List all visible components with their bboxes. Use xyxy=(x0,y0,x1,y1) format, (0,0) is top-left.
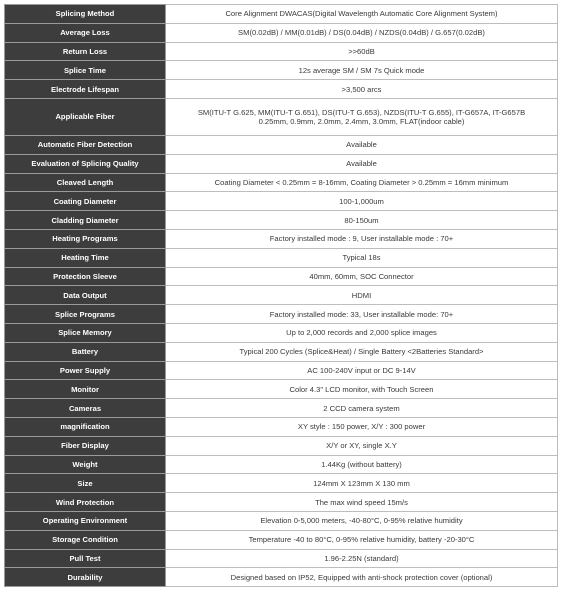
spec-table xyxy=(4,4,558,587)
spec-value-line: >>60dB xyxy=(348,46,375,56)
spec-row xyxy=(5,530,558,549)
spec-label: Heating Programs xyxy=(5,229,166,248)
spec-value-line: Available xyxy=(346,140,377,150)
spec-label: Automatic Fiber Detection xyxy=(5,135,166,154)
spec-value-line: Factory installed mode : 9, User installable mode : 70+ xyxy=(269,234,454,244)
spec-label: Fiber Display xyxy=(5,436,166,455)
spec-value xyxy=(166,530,558,549)
spec-row xyxy=(5,436,558,455)
spec-row xyxy=(5,549,558,568)
spec-label: Power Supply xyxy=(5,361,166,380)
spec-label: Heating Time xyxy=(5,248,166,267)
spec-label: Splice Memory xyxy=(5,323,166,342)
spec-value-line: Available xyxy=(346,159,377,169)
spec-row xyxy=(5,248,558,267)
spec-label: Coating Diameter xyxy=(5,192,166,211)
spec-row xyxy=(5,399,558,418)
spec-label: Storage Condition xyxy=(5,530,166,549)
spec-row xyxy=(5,493,558,512)
spec-value xyxy=(166,493,558,512)
spec-row xyxy=(5,211,558,230)
spec-value xyxy=(166,229,558,248)
spec-value xyxy=(166,568,558,587)
spec-row xyxy=(5,42,558,61)
spec-value-line: 0.25mm, 0.9mm, 2.0mm, 2.4mm, 3.0mm, FLAT(indoor cable) xyxy=(258,116,465,126)
spec-label: Evaluation of Splicing Quality xyxy=(5,154,166,173)
spec-value xyxy=(166,361,558,380)
spec-value-line: SM(0.02dB) / MM(0.01dB) / DS(0.04dB) / NZDS(0.04dB) / G.657(0.02dB) xyxy=(238,28,485,38)
spec-value xyxy=(166,42,558,61)
spec-value-line: 2 CCD camera system xyxy=(323,403,400,413)
spec-row xyxy=(5,568,558,587)
spec-label: magnification xyxy=(5,417,166,436)
spec-label: Weight xyxy=(5,455,166,474)
spec-value xyxy=(166,474,558,493)
spec-row xyxy=(5,98,558,135)
spec-label: Cleaved Length xyxy=(5,173,166,192)
spec-value-line: 80-150um xyxy=(344,215,379,225)
spec-value-line: SM(ITU-T G.625, MM(ITU-T G.651), DS(ITU-T G.653), NZDS(ITU-T G.655), IT-G657A, IT-G657B xyxy=(197,107,526,117)
spec-row xyxy=(5,342,558,361)
spec-row xyxy=(5,361,558,380)
spec-row xyxy=(5,154,558,173)
spec-row xyxy=(5,455,558,474)
spec-label: Pull Test xyxy=(5,549,166,568)
spec-value-line: Typical 200 Cycles (Splice&Heat) / Single Battery <2Batteries Standard> xyxy=(239,347,484,357)
spec-value xyxy=(166,192,558,211)
spec-label: Average Loss xyxy=(5,23,166,42)
spec-value-line: Temperature -40 to 80°C, 0-95% relative humidity, battery -20-30°C xyxy=(248,535,475,545)
spec-value xyxy=(166,267,558,286)
spec-row xyxy=(5,305,558,324)
spec-value-line: XY style : 150 power, X/Y : 300 power xyxy=(297,422,426,432)
spec-value xyxy=(166,436,558,455)
spec-row xyxy=(5,61,558,80)
spec-label: Splicing Method xyxy=(5,5,166,24)
spec-value-line: 100-1,000um xyxy=(339,196,384,206)
spec-value-line: 124mm X 123mm X 130 mm xyxy=(313,478,410,488)
spec-value xyxy=(166,286,558,305)
spec-value-line: AC 100-240V input or DC 9-14V xyxy=(307,365,416,375)
spec-row xyxy=(5,286,558,305)
spec-label: Cameras xyxy=(5,399,166,418)
spec-label: Return Loss xyxy=(5,42,166,61)
spec-value xyxy=(166,98,558,135)
spec-value xyxy=(166,61,558,80)
spec-value xyxy=(166,5,558,24)
spec-value-line: X/Y or XY, single X.Y xyxy=(326,441,397,451)
spec-row xyxy=(5,23,558,42)
spec-value xyxy=(166,23,558,42)
spec-label: Battery xyxy=(5,342,166,361)
spec-value-line: Coating Diameter < 0.25mm = 8-16mm, Coating Diameter > 0.25mm = 16mm minimum xyxy=(214,177,509,187)
spec-value-line: Factory installed mode: 33, User installable mode: 70+ xyxy=(269,309,454,319)
spec-value-line: Designed based on IP52, Equipped with anti-shock protection cover (optional) xyxy=(230,572,493,582)
spec-value-line: Typical 18s xyxy=(342,253,381,263)
spec-value xyxy=(166,211,558,230)
spec-value xyxy=(166,455,558,474)
spec-value xyxy=(166,154,558,173)
spec-label: Data Output xyxy=(5,286,166,305)
spec-table-body xyxy=(5,5,558,587)
spec-value xyxy=(166,135,558,154)
spec-value xyxy=(166,248,558,267)
spec-value-line: The max wind speed 15m/s xyxy=(315,497,408,507)
spec-value xyxy=(166,549,558,568)
spec-value xyxy=(166,417,558,436)
spec-row xyxy=(5,323,558,342)
spec-row xyxy=(5,417,558,436)
spec-row xyxy=(5,173,558,192)
spec-label: Operating Environment xyxy=(5,511,166,530)
spec-value xyxy=(166,80,558,99)
spec-value-line: HDMI xyxy=(351,290,372,300)
spec-value-line: 40mm, 60mm, SOC Connector xyxy=(309,271,414,281)
spec-label: Splice Programs xyxy=(5,305,166,324)
spec-row xyxy=(5,229,558,248)
spec-value-line: Up to 2,000 records and 2,000 splice images xyxy=(286,328,437,338)
spec-value xyxy=(166,173,558,192)
spec-row xyxy=(5,5,558,24)
spec-label: Monitor xyxy=(5,380,166,399)
spec-value xyxy=(166,305,558,324)
spec-value-line: 1.96-2.25N (standard) xyxy=(324,553,399,563)
spec-value xyxy=(166,399,558,418)
spec-label: Applicable Fiber xyxy=(5,98,166,135)
spec-label: Cladding Diameter xyxy=(5,211,166,230)
spec-label: Wind Protection xyxy=(5,493,166,512)
spec-value-line: 1.44Kg (without battery) xyxy=(321,459,402,469)
spec-row xyxy=(5,511,558,530)
spec-value xyxy=(166,342,558,361)
spec-label: Splice Time xyxy=(5,61,166,80)
spec-row xyxy=(5,380,558,399)
spec-value-line: 12s average SM / SM 7s Quick mode xyxy=(298,65,425,75)
spec-label: Electrode Lifespan xyxy=(5,80,166,99)
spec-value-line: Core Alignment DWACAS(Digital Wavelength Automatic Core Alignment System) xyxy=(225,9,498,19)
spec-row xyxy=(5,267,558,286)
spec-value xyxy=(166,323,558,342)
spec-row xyxy=(5,474,558,493)
spec-label: Protection Sleeve xyxy=(5,267,166,286)
spec-label: Size xyxy=(5,474,166,493)
spec-value-line: >3,500 arcs xyxy=(341,84,382,94)
spec-value xyxy=(166,380,558,399)
spec-value-line: Elevation 0-5,000 meters, -40-80°C, 0-95% relative humidity xyxy=(260,516,463,526)
spec-value-line: Color 4.3" LCD monitor, with Touch Screen xyxy=(289,384,434,394)
spec-row xyxy=(5,135,558,154)
spec-label: Durability xyxy=(5,568,166,587)
spec-row xyxy=(5,80,558,99)
spec-value xyxy=(166,511,558,530)
spec-row xyxy=(5,192,558,211)
